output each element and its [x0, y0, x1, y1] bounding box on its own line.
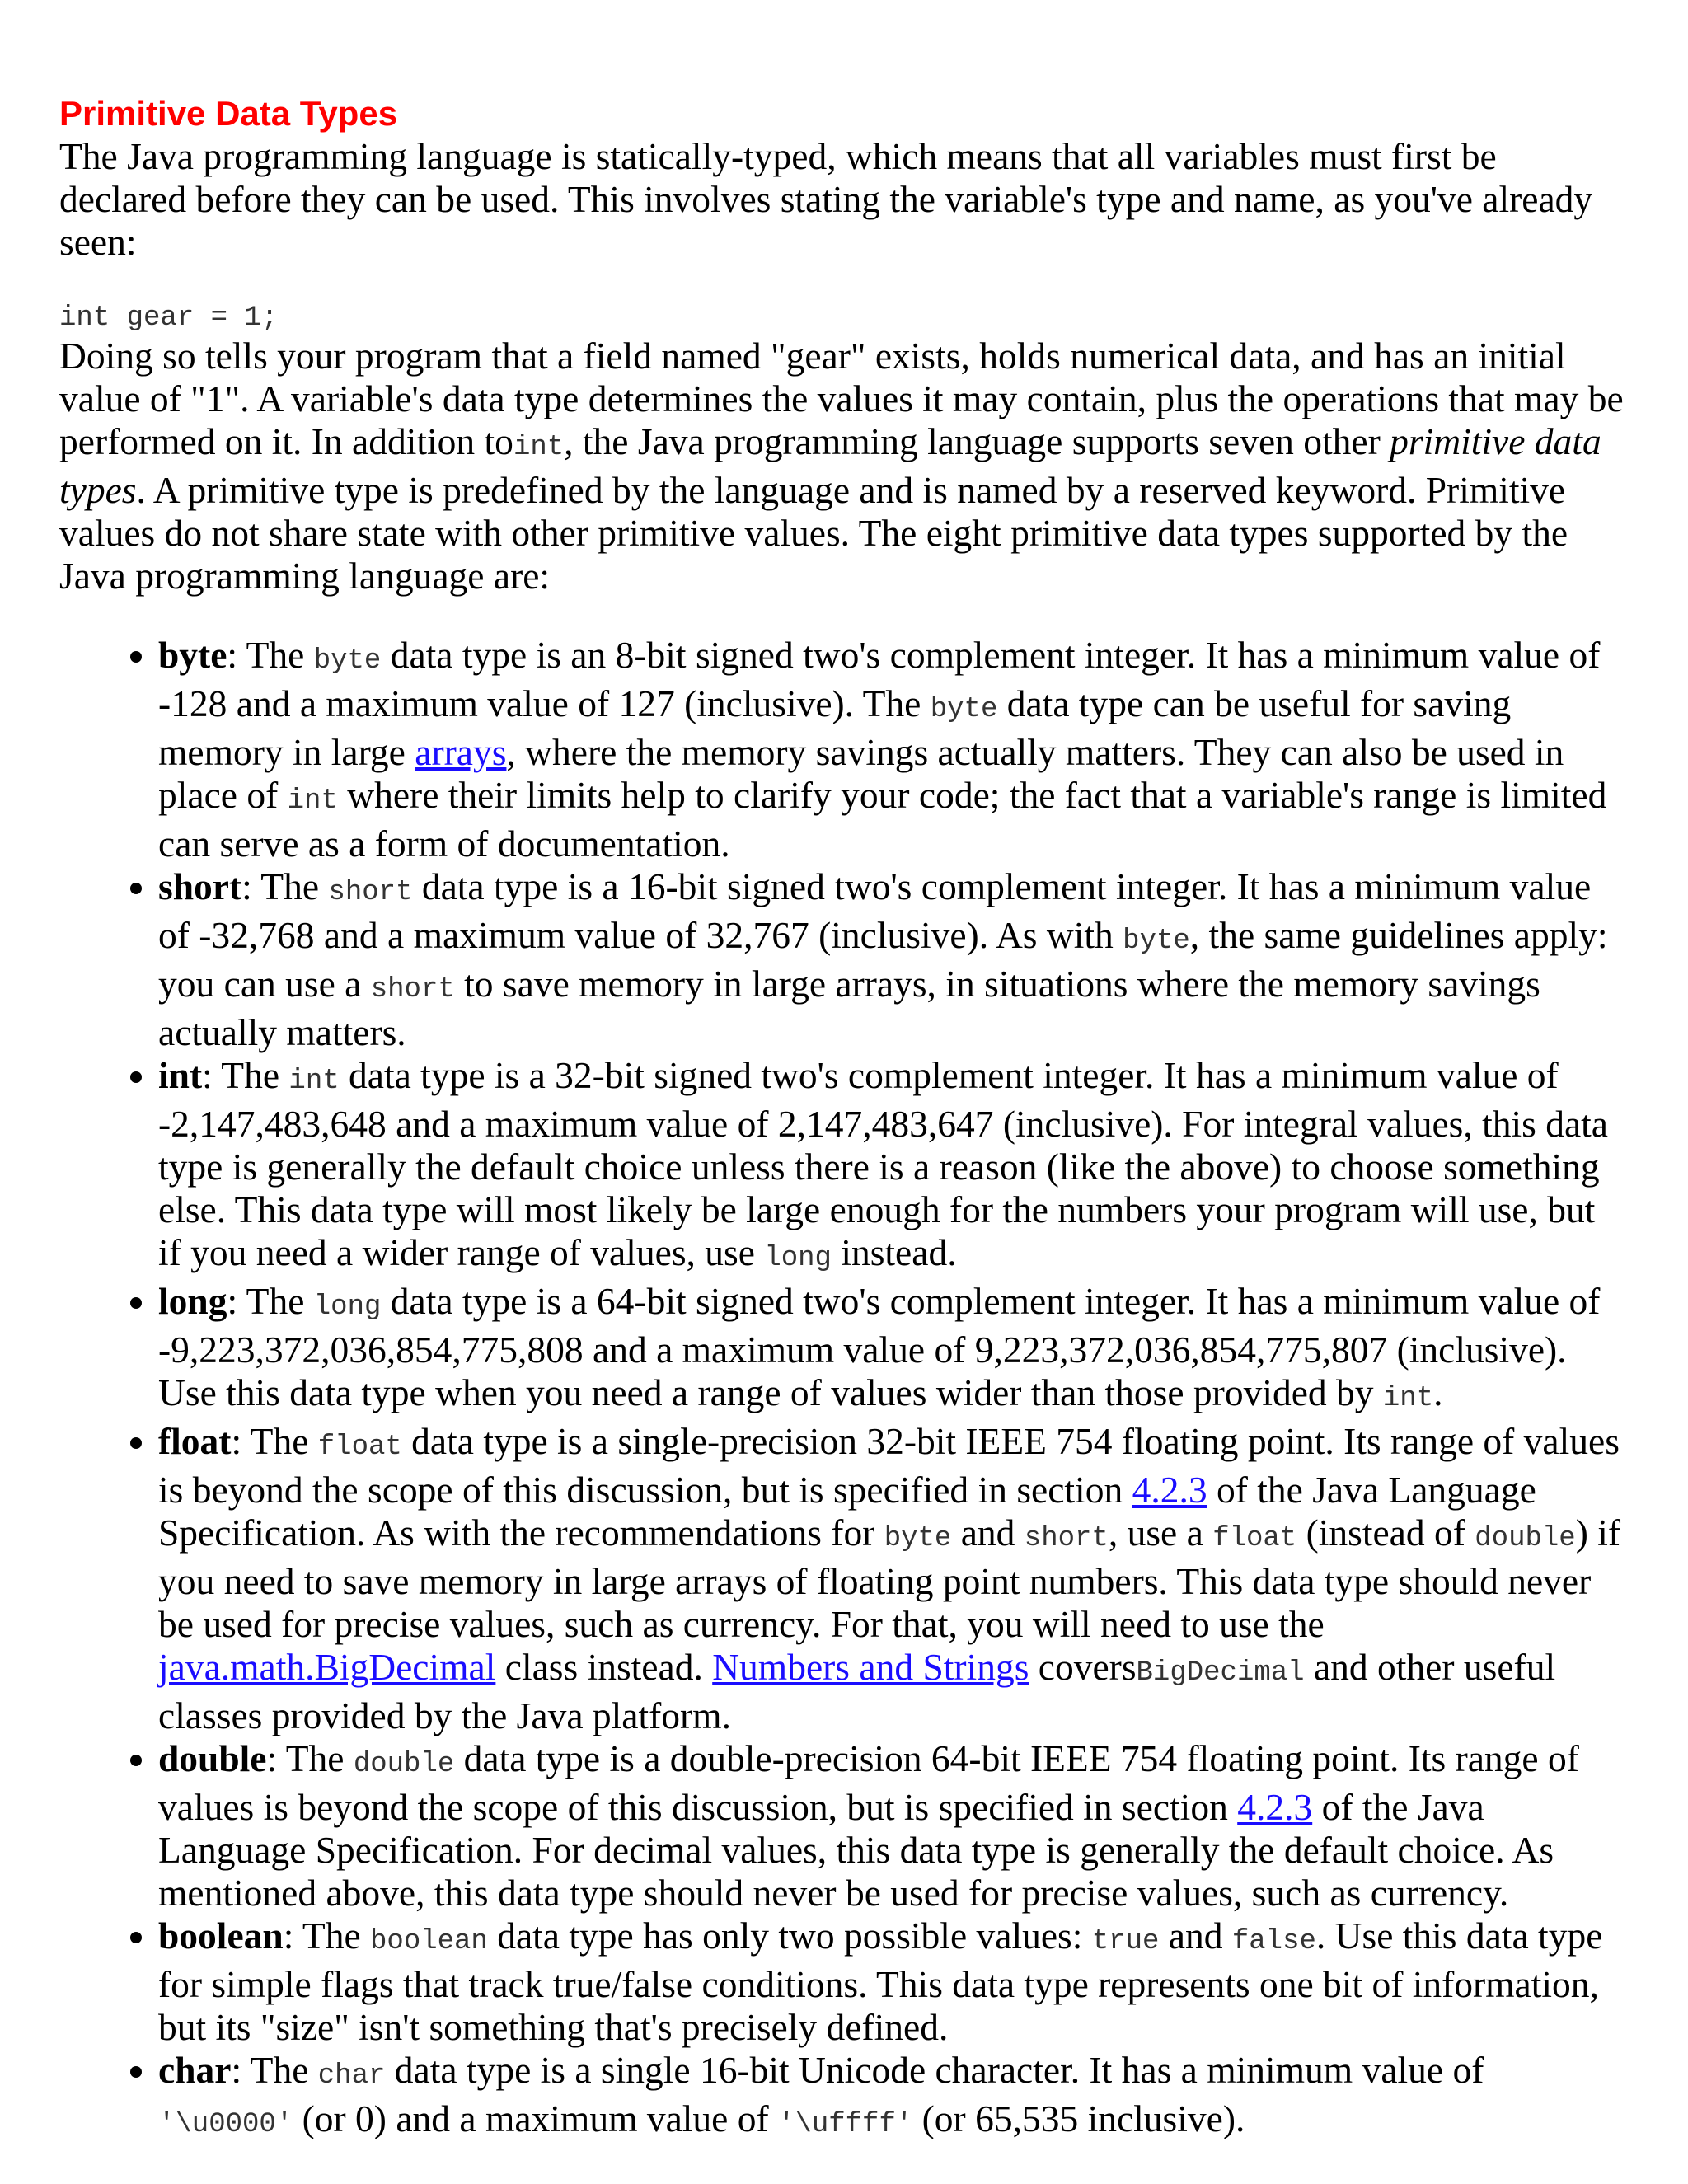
list-item-short — [158, 865, 1625, 1054]
text-span: : The — [241, 865, 329, 907]
inline-code: byte — [1123, 926, 1190, 957]
text-span: and — [951, 1511, 1025, 1554]
inline-code: int — [288, 1066, 340, 1097]
text-span: and — [1159, 1915, 1232, 1957]
text-span: data type is a 64-bit signed two's complement integer. It has a minimum value of -9,223,372,036,854,775,808 and a maximum value of 9,223,372,036,854,775,807 (inclusive). Use this data type when you need a range of values wider than those provided by — [158, 1280, 1601, 1413]
inline-code: false — [1231, 1926, 1316, 1957]
text-span: , the Java programming language supports seven other — [564, 420, 1390, 462]
text-span: data type has only two possible values: — [487, 1915, 1092, 1957]
text-span: : The — [202, 1054, 289, 1096]
inline-code: short — [1024, 1523, 1109, 1554]
list-item-int — [158, 1054, 1625, 1280]
inline-code: byte — [313, 645, 382, 677]
jls-section-link[interactable]: 4.2.3 — [1132, 1469, 1207, 1511]
text-span: data type is a 16-bit signed two's complement integer. It has a minimum value of -32,768 and a maximum value of 32,767 (inclusive). As with — [158, 865, 1592, 956]
text-span: . — [1433, 1371, 1443, 1413]
jls-section-link[interactable]: 4.2.3 — [1237, 1786, 1313, 1828]
numbers-and-strings-link[interactable]: Numbers and Strings — [712, 1646, 1029, 1688]
term-double: double — [158, 1737, 267, 1779]
inline-code: double — [1475, 1523, 1576, 1554]
inline-code: long — [313, 1291, 382, 1323]
code-example: int gear = 1; — [59, 302, 279, 334]
intro-paragraph: The Java programming language is statically-typed, which means that all variables must first be declared before they can be used. This involves stating the variable's type and name, as you've already seen: — [59, 135, 1593, 263]
inline-code: short — [328, 877, 413, 908]
term-short: short — [158, 865, 242, 907]
text-span: : The — [231, 2049, 318, 2091]
emphasis-text: primitive data types — [59, 420, 1601, 511]
inline-code: int — [1382, 1383, 1434, 1414]
text-span: (or 0) and a maximum value of — [293, 2097, 779, 2139]
inline-code: true — [1091, 1926, 1160, 1957]
list-item-double — [158, 1737, 1625, 1915]
text-span: instead. — [831, 1231, 957, 1273]
text-span: (instead of — [1296, 1511, 1475, 1554]
inline-code: float — [317, 1432, 402, 1463]
inline-code: char — [317, 2060, 386, 2092]
text-span: data type is a double-precision 64-bit IEEE 754 floating point. Its range of values is beyond the scope of this discussion, but is specified in section — [158, 1737, 1579, 1828]
text-span: data type can be useful for saving memory in large — [158, 682, 1512, 773]
text-span: data type is an 8-bit signed two's complement integer. It has a minimum value of -128 and a maximum value of 127 (inclusive). The — [158, 634, 1601, 724]
list-item-boolean — [158, 1915, 1625, 2049]
text-span: : The — [227, 1280, 314, 1322]
inline-code: int — [513, 432, 565, 463]
text-span: where their limits help to clarify your code; the fact that a variable's range is limited can serve as a form of documentation. — [158, 774, 1607, 865]
bigdecimal-link[interactable]: java.math.BigDecimal — [158, 1646, 496, 1688]
text-span: data type is a single-precision 32-bit IEEE 754 floating point. Its range of values is beyond the scope of this discussion, but is specified in section — [158, 1420, 1620, 1511]
list-item-long — [158, 1280, 1625, 1420]
text-span: (or 65,535 inclusive). — [912, 2097, 1245, 2139]
inline-code: double — [353, 1749, 455, 1780]
text-span: class instead. — [495, 1646, 713, 1688]
inline-code: float — [1212, 1523, 1297, 1554]
term-float: float — [158, 1420, 232, 1462]
text-span: . A primitive type is predefined by the language and is named by a reserved keyword. Primitive values do not share state with other primitive values. The eight primitive data types supported by the Java programming language are: — [59, 469, 1568, 597]
inline-code: BigDecimal — [1136, 1657, 1305, 1689]
text-span: : The — [227, 634, 314, 676]
text-span: , the same guidelines apply: you can use a — [158, 914, 1608, 1005]
inline-code: short — [370, 974, 455, 1005]
primitive-types-list — [59, 634, 1625, 2146]
text-span: data type is a single 16-bit Unicode character. It has a minimum value of — [385, 2049, 1484, 2091]
inline-code: boolean — [370, 1926, 488, 1957]
page-title: Primitive Data Types — [59, 94, 398, 133]
text-span: and other useful classes provided by the Java platform. — [158, 1646, 1556, 1736]
list-item-float — [158, 1420, 1625, 1737]
term-int: int — [158, 1054, 203, 1096]
text-span: , where the memory savings actually matters. They can also be used in place of — [158, 731, 1564, 816]
list-item-char — [158, 2049, 1625, 2146]
inline-code: long — [764, 1243, 832, 1274]
text-span: data type is a 32-bit signed two's complement integer. It has a minimum value of -2,147,483,648 and a maximum value of 2,147,483,647 (inclusive). For integral values, this data type is generally the default choice unless there is a reason (like the above) to choose something else. This data type will most likely be large enough for the numbers your program will use, but if you need a wider range of values, use — [158, 1054, 1608, 1273]
text-span: of the Java Language Specification. For decimal values, this data type is generally the default choice. As mentioned above, this data type should never be used for precise values, such as currency. — [158, 1786, 1554, 1914]
text-span: : The — [231, 1420, 318, 1462]
document-page — [59, 92, 1625, 2146]
inline-code: '\uffff' — [778, 2109, 913, 2140]
text-span: Doing so tells your program that a field named "gear" exists, holds numerical data, and has an initial value of "1". A variable's data type determines the values it may contain, plus the operations that may be performed on it. In addition to — [59, 335, 1624, 462]
text-span: covers — [1029, 1646, 1137, 1688]
text-span: , use a — [1108, 1511, 1213, 1554]
text-span: : The — [266, 1737, 354, 1779]
inline-code: int — [287, 785, 338, 817]
description-paragraph — [59, 335, 1625, 598]
term-byte: byte — [158, 634, 227, 676]
list-item-byte — [158, 634, 1625, 865]
text-span: of the Java Language Specification. As with the recommendations for — [158, 1469, 1536, 1554]
term-long: long — [158, 1280, 227, 1322]
inline-code: '\u0000' — [158, 2109, 293, 2140]
arrays-link[interactable]: arrays — [415, 731, 507, 773]
text-span: . Use this data type for simple flags that track true/false conditions. This data type represents one bit of information, but its "size" isn't something that's precisely defined. — [158, 1915, 1603, 2048]
text-span: to save memory in large arrays, in situations where the memory savings actually matters. — [158, 963, 1540, 1053]
inline-code: byte — [930, 694, 998, 725]
text-span: : The — [283, 1915, 371, 1957]
term-boolean: boolean — [158, 1915, 284, 1957]
inline-code: byte — [884, 1523, 952, 1554]
text-span: ) if you need to save memory in large arrays of floating point numbers. This data type should never be used for precise values, such as currency. For that, you will need to use the — [158, 1511, 1621, 1645]
term-char: char — [158, 2049, 232, 2091]
